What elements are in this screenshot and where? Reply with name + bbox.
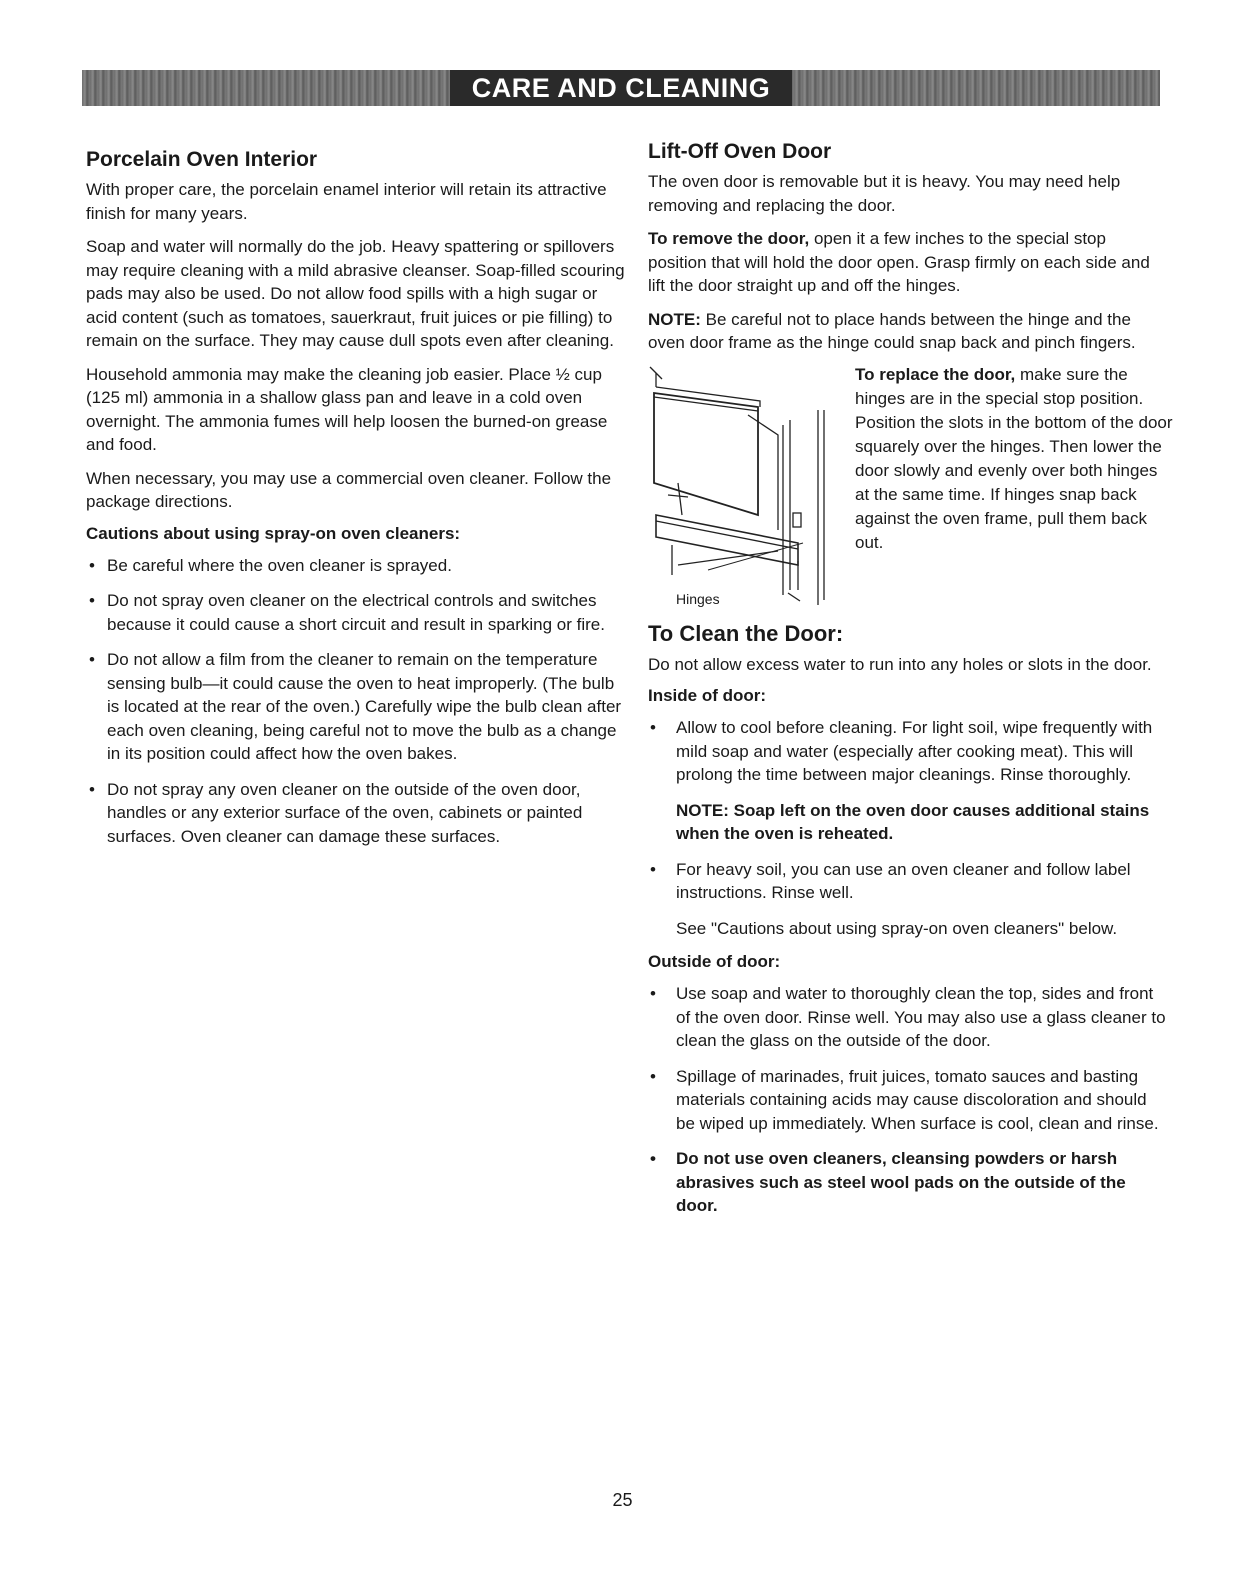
list-item: • Do not allow a film from the cleaner to remain on the temperature sensing bulb—it could cause the oven to heat improperly. (The bulb is located at the rear of the oven.) Carefully wipe the bulb clean after each oven cleaning, being careful not to move the bulb as a change in its position could affect how the oven bakes. (86, 648, 626, 766)
hinges-label: Hinges (676, 590, 720, 607)
note-text: Be careful not to place hands between the hinge and the oven door frame as the hinge could snap back and pinch fingers. (648, 309, 1136, 352)
replace-door-lead: To replace the door, (855, 364, 1016, 384)
cautions-heading: Cautions about using spray-on oven cleaners: (86, 523, 461, 543)
list-item (648, 716, 1168, 846)
remove-door-paragraph (648, 227, 1168, 298)
oven-door-hinge-illustration (648, 365, 833, 605)
inside-bullet-2-text: • For heavy soil, you can use an oven cleaner and follow label instructions. Rinse well. (676, 859, 1131, 902)
right-column (648, 140, 1173, 1230)
list-item: • Do not spray oven cleaner on the electrical controls and switches because it could cause a short circuit and result in sparking or fire. (86, 589, 626, 636)
list-item: • Spillage of marinades, fruit juices, tomato sauces and basting materials containing acids may cause discoloration and should be wiped up immediately. When surface is cool, clean and rinse. (648, 1065, 1168, 1136)
list-item: • Be careful where the oven cleaner is sprayed. (86, 554, 626, 578)
porcelain-paragraph-1: With proper care, the porcelain enamel interior will retain its attractive finish for many years. (86, 180, 607, 223)
inside-door-heading: Inside of door: (648, 686, 767, 705)
left-column (86, 148, 626, 860)
outside-door-heading: Outside of door: (648, 952, 781, 971)
lift-off-paragraph: The oven door is removable but it is heavy. You may need help removing and replacing the door. (648, 172, 1121, 215)
lift-off-heading: Lift-Off Oven Door (648, 140, 832, 163)
door-figure-block (648, 364, 1173, 621)
list-item (648, 858, 1168, 941)
inside-note: NOTE: Soap left on the oven door causes additional stains when the oven is reheated. (676, 800, 1150, 843)
cautions-list (86, 554, 626, 849)
replace-door-text: make sure the hinges are in the special stop position. Position the slots in the bottom of the door squarely over the hinges. Then lower the door slowly and evenly over both hinges at the same time. If hinges snap back against the oven frame, pull them back out. (855, 364, 1173, 552)
clean-door-heading: To Clean the Door: (648, 620, 844, 646)
remove-door-lead: To remove the door, (648, 229, 810, 248)
replace-door-paragraph (855, 363, 1175, 555)
inside-see-note: See "Cautions about using spray-on oven cleaners" below. (676, 918, 1118, 938)
outside-door-list (648, 982, 1168, 1218)
page-number: 25 (612, 1490, 633, 1510)
list-item: • Do not spray any oven cleaner on the outside of the oven door, handles or any exterior surface of the oven, cabinets or painted surfaces. Oven cleaner can damage these surfaces. (86, 778, 626, 849)
note-paragraph (648, 308, 1168, 355)
inside-door-list (648, 716, 1168, 940)
section-banner (82, 70, 1160, 106)
list-item: • Do not use oven cleaners, cleansing powders or harsh abrasives such as steel wool pads on the outside of the door. (648, 1147, 1168, 1218)
porcelain-paragraph-4: When necessary, you may use a commercial oven cleaner. Follow the package directions. (86, 468, 612, 511)
porcelain-paragraph-2: Soap and water will normally do the job. Heavy spattering or spillovers may require cleaning with a mild abrasive cleanser. Soap-filled scouring pads may also be used. Do not allow food spills with a high sugar or acid content (such as tomatoes, sauerkraut, fruit juices or pie filling) to remain on the surface. They may cause dull spots even after cleaning. (86, 237, 625, 350)
banner-title: CARE AND CLEANING (450, 70, 793, 106)
list-item: • Use soap and water to thoroughly clean the top, sides and front of the oven door. Rinse well. You may also use a glass cleaner to clean the glass on the outside of the door. (648, 982, 1168, 1053)
remove-door-text: open it a few inches to the special stop position that will hold the door open. Grasp firmly on each side and lift the door straight up and off the hinges. (648, 229, 1150, 295)
note-lead: NOTE: (648, 309, 701, 329)
inside-bullet-1-text: • Allow to cool before cleaning. For light soil, wipe frequently with mild soap and water (especially after cooking meat). This will prolong the time between major cleanings. Rinse thoroughly. (676, 718, 1153, 784)
porcelain-paragraph-3: Household ammonia may make the cleaning job easier. Place ½ cup (125 ml) ammonia in a shallow glass pan and leave in a cold oven overnight. The ammonia fumes will help loosen the burned-on grease and food. (86, 364, 608, 454)
porcelain-heading: Porcelain Oven Interior (86, 148, 318, 171)
clean-door-paragraph: Do not allow excess water to run into any holes or slots in the door. (648, 654, 1152, 674)
